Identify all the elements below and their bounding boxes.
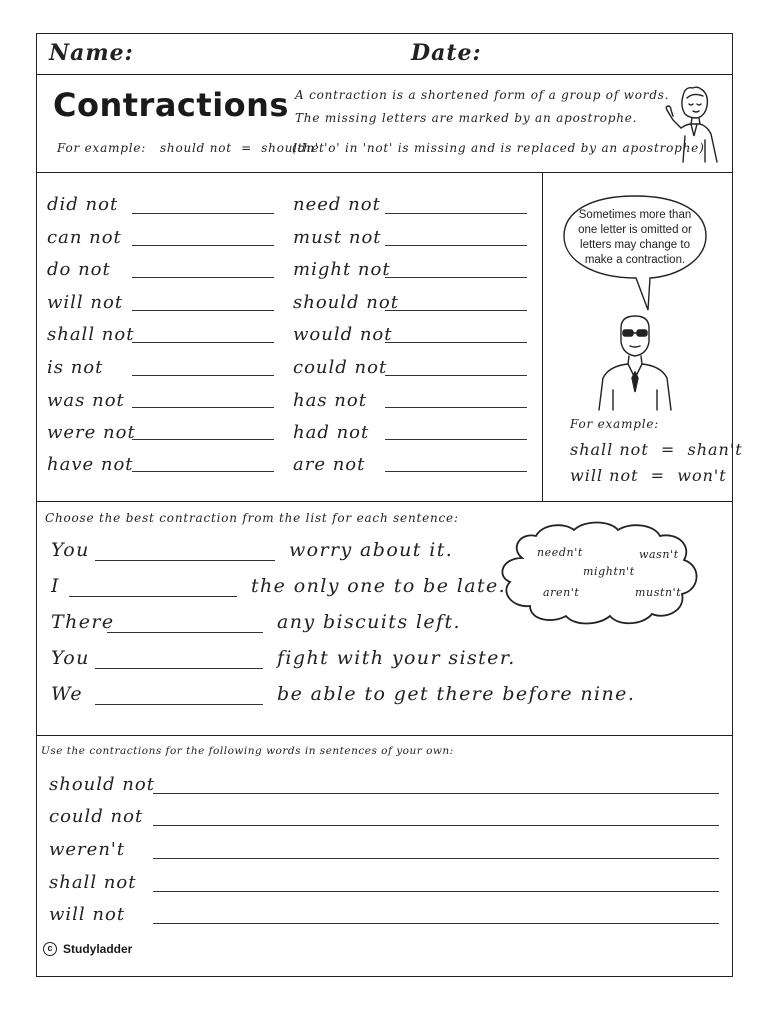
man-illustration — [595, 312, 675, 412]
section1-bottom-divider — [37, 501, 732, 502]
answer-line[interactable] — [132, 407, 274, 408]
own-word-will-not: will not — [49, 904, 126, 925]
page-title: Contractions — [53, 86, 289, 124]
brand-name: Studyladder — [63, 942, 133, 956]
speech-bubble-text: Sometimes more than one letter is omitted or letters may change to make a contraction. — [578, 209, 692, 266]
sentence-2-end: the only one to be late. — [251, 575, 507, 597]
cloud-word-mustnt: mustn't — [635, 586, 682, 599]
answer-line[interactable] — [132, 375, 274, 376]
answer-line[interactable] — [385, 245, 527, 246]
word-should-not: should not — [293, 292, 399, 313]
own-sentence-line[interactable] — [153, 923, 719, 924]
own-word-werent: weren't — [49, 839, 126, 860]
word-has-not: has not — [293, 390, 367, 411]
word-have-not: have not — [47, 454, 134, 475]
word-did-not: did not — [47, 194, 119, 215]
answer-line[interactable] — [385, 277, 527, 278]
word-are-not: are not — [293, 454, 366, 475]
own-word-could-not: could not — [49, 806, 144, 827]
answer-line[interactable] — [385, 439, 527, 440]
word-shall-not: shall not — [47, 324, 135, 345]
section1-example-label: For example: — [570, 417, 660, 431]
intro-divider — [37, 172, 732, 173]
sentence-3-end: any biscuits left. — [277, 611, 461, 633]
cloud-word-neednt: needn't — [537, 546, 583, 559]
answer-line[interactable] — [132, 310, 274, 311]
word-were-not: were not — [47, 422, 136, 443]
section3-instruction: Use the contractions for the following words in sentences of your own: — [41, 745, 454, 757]
word-had-not: had not — [293, 422, 370, 443]
cloud-word-arent: aren't — [543, 586, 580, 599]
intro-example: For example: should not = shouldn't — [57, 141, 325, 155]
own-sentence-line[interactable] — [153, 793, 719, 794]
section1-divider — [542, 173, 543, 501]
date-label: Date: — [411, 40, 482, 66]
answer-line[interactable] — [385, 375, 527, 376]
intro-example-note: (the 'o' in 'not' is missing and is replaced by an apostrophe) — [292, 141, 705, 155]
answer-line[interactable] — [132, 439, 274, 440]
answer-line[interactable] — [385, 310, 527, 311]
word-might-not: might not — [293, 259, 391, 280]
sentence-3-blank[interactable] — [107, 632, 263, 633]
sentence-1-end: worry about it. — [289, 539, 454, 561]
sentence-4-blank[interactable] — [95, 668, 263, 669]
own-word-should-not: should not — [49, 774, 155, 795]
word-will-not: will not — [47, 292, 124, 313]
answer-line[interactable] — [132, 213, 274, 214]
teacher-illustration — [647, 80, 731, 164]
header-divider — [37, 74, 732, 75]
word-is-not: is not — [47, 357, 104, 378]
word-was-not: was not — [47, 390, 125, 411]
own-sentence-line[interactable] — [153, 858, 719, 859]
answer-line[interactable] — [132, 342, 274, 343]
own-sentence-line[interactable] — [153, 825, 719, 826]
section2-instruction: Choose the best contraction from the list for each sentence: — [45, 511, 459, 525]
answer-line[interactable] — [385, 213, 527, 214]
word-could-not: could not — [293, 357, 388, 378]
own-sentence-line[interactable] — [153, 891, 719, 892]
answer-line[interactable] — [385, 471, 527, 472]
word-do-not: do not — [47, 259, 111, 280]
word-must-not: must not — [293, 227, 382, 248]
answer-line[interactable] — [385, 407, 527, 408]
section1-example-1: shall not = shan't — [570, 440, 743, 459]
answer-line[interactable] — [385, 342, 527, 343]
answer-line[interactable] — [132, 471, 274, 472]
section2-bottom-divider — [37, 735, 732, 736]
cloud-word-wasnt: wasn't — [639, 548, 679, 561]
definition-line-1: A contraction is a shortened form of a group of words. — [295, 88, 670, 102]
word-need-not: need not — [293, 194, 381, 215]
answer-line[interactable] — [132, 277, 274, 278]
sentence-1-start: You — [51, 539, 90, 561]
copyright-icon: c — [43, 942, 57, 956]
definition-line-2: The missing letters are marked by an apostrophe. — [295, 111, 638, 125]
sentence-3-start: There — [51, 611, 115, 633]
section1-example-2: will not = won't — [570, 466, 727, 485]
name-label: Name: — [49, 40, 134, 66]
word-would-not: would not — [293, 324, 393, 345]
sentence-5-blank[interactable] — [95, 704, 263, 705]
sentence-5-end: be able to get there before nine. — [277, 683, 636, 705]
footer-brand — [43, 942, 132, 956]
sentence-4-end: fight with your sister. — [277, 647, 516, 669]
worksheet — [36, 33, 743, 977]
sentence-2-blank[interactable] — [69, 596, 237, 597]
word-can-not: can not — [47, 227, 122, 248]
sentence-2-start: I — [51, 575, 60, 597]
own-word-shall-not: shall not — [49, 872, 137, 893]
sentence-5-start: We — [51, 683, 84, 705]
answer-line[interactable] — [132, 245, 274, 246]
sentence-1-blank[interactable] — [95, 560, 275, 561]
sentence-4-start: You — [51, 647, 90, 669]
cloud-word-mightnt: mightn't — [583, 565, 635, 578]
